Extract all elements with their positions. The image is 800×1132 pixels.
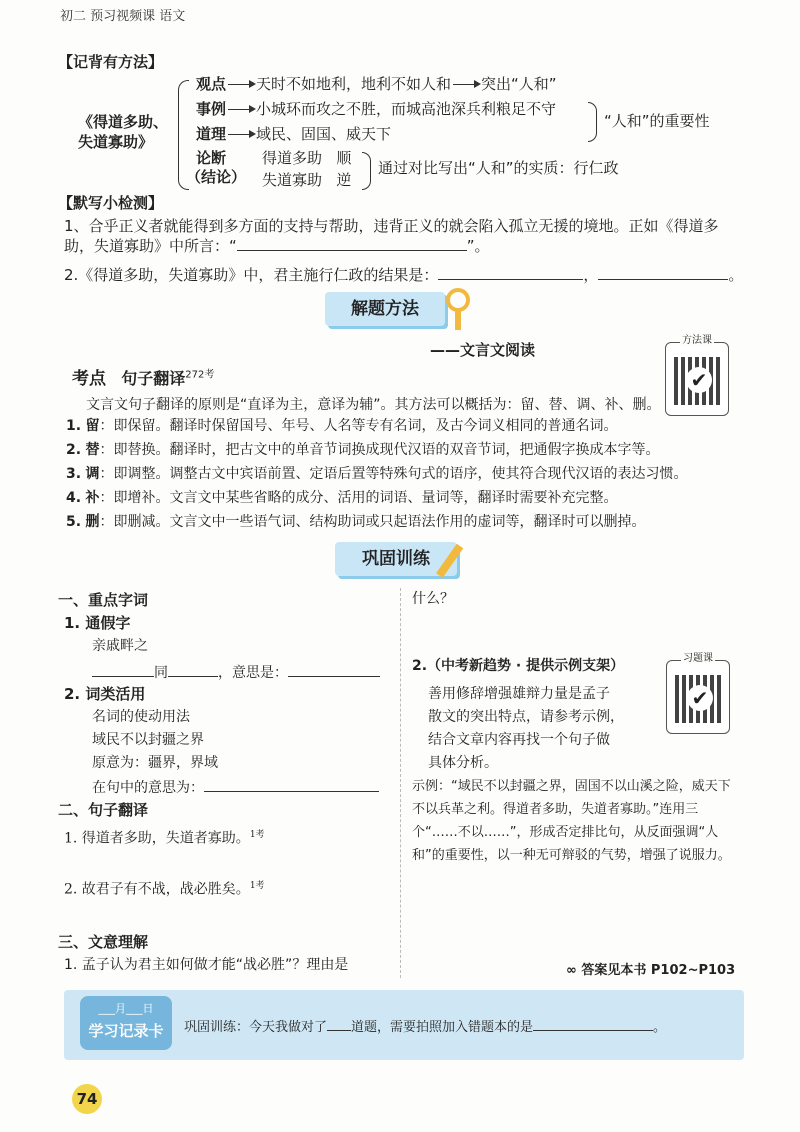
method-text: ：即替换。翻译时，把古文中的单音节词换成现代汉语的双音节词，把通假字换成本字等。 — [99, 442, 660, 458]
essence-text: 通过对比写出“人和”的实质：行仁政 — [378, 159, 619, 177]
dictation-q1-text: 1、合乎正义者就能得到多方面的支持与帮助，违背正义的就会陷入孤立无援的境地。正如《得道多助，失道寡助》中所言：“ — [64, 217, 719, 255]
record-text-3: 。 — [653, 1020, 667, 1035]
answer-blank[interactable] — [598, 265, 728, 280]
method-key: 删 — [85, 514, 100, 530]
method-banner — [325, 292, 445, 326]
c1a: 得道多助 — [262, 149, 323, 167]
method-num: 3. — [66, 466, 82, 482]
yisi-text: ，意思是： — [218, 665, 288, 681]
section-1-heading: 一、重点字词 — [58, 591, 149, 609]
cilei-d-text: 在句中的意思为： — [92, 780, 204, 796]
day: 日 — [142, 1002, 154, 1015]
c2b: 逆 — [336, 171, 352, 189]
example-label: 事例 — [196, 100, 227, 118]
q2-line: 结合文章内容再找一个句子做 — [428, 732, 610, 748]
kaodian-label: 考点 — [72, 369, 106, 389]
principle-text: 文言文句子翻译的原则是“直译为主，意译为辅”。其方法可以概括为：留、替、调、补、删。 — [86, 397, 661, 413]
answer-blank[interactable] — [92, 662, 154, 677]
cilei-b: 域民不以封疆之界 — [92, 732, 204, 748]
reason-row — [196, 124, 391, 144]
arrow-icon — [228, 109, 254, 110]
section-2-heading: 二、句子翻译 — [58, 801, 149, 819]
understanding-cont: 什么？ — [412, 591, 454, 607]
kaodian-sup: 272考 — [185, 369, 215, 381]
answer-ref — [566, 962, 735, 980]
cilei-a: 名词的使动用法 — [92, 709, 190, 725]
check-icon: ✔ — [687, 685, 713, 711]
conclusion-row-2 — [262, 170, 351, 190]
method-text: ：即增补。文言文中某些省略的成分、活用的词语、量词等，翻译时需要补充完整。 — [99, 490, 618, 506]
answer-blank[interactable] — [288, 662, 380, 677]
methods-list — [66, 417, 756, 537]
dictation-q2-text: 2.《得道多助，失道寡助》中，君主施行仁政的结果是： — [64, 266, 439, 284]
viewpoint-label: 观点 — [196, 75, 227, 93]
comma: ， — [583, 266, 599, 284]
method-subtitle: ——文言文阅读 — [430, 341, 536, 359]
method-num: 2. — [66, 442, 82, 458]
arrow-icon — [453, 84, 479, 85]
record-text-2: 道题，需要拍照加入错题本的是 — [351, 1020, 534, 1035]
answer-ref-text: 答案见本书 P102~P103 — [581, 963, 736, 978]
qr-label: 习题课 — [683, 653, 713, 664]
translate-q2-text: 2. 故君子有不战，战必胜矣。 — [64, 881, 250, 898]
record-text-1: 巩固训练：今天我做对了 — [184, 1020, 328, 1035]
page-header: 初二 预习视频课 语文 — [60, 9, 186, 24]
kaodian-topic: 句子翻译 — [121, 369, 186, 388]
answer-blank[interactable] — [327, 1016, 351, 1031]
conclusion-label: 论断 — [196, 149, 227, 167]
kaodian — [72, 364, 214, 389]
tong-text: 同 — [154, 665, 168, 681]
method-item — [66, 489, 756, 508]
period: 。 — [728, 266, 744, 284]
cilei-d — [92, 777, 379, 798]
reason-text: 域民、固国、威天下 — [256, 125, 392, 143]
method-key: 补 — [85, 490, 100, 506]
q2-heading: 2.（中考新趋势 · 提供示例支架） — [412, 658, 625, 674]
page-number: 74 — [72, 1084, 102, 1114]
memory-book-title: 《得道多助、失道寡助》 — [78, 113, 169, 151]
reason-label: 道理 — [196, 125, 227, 143]
tongjiazi-fill — [92, 662, 380, 683]
method-num: 5. — [66, 514, 82, 530]
viewpoint-text: 天时不如地利，地利不如人和 — [256, 75, 452, 93]
translate-q1-text: 1. 得道者多助，失道者寡助。 — [64, 830, 250, 847]
viewpoint-tail: 突出“人和” — [481, 75, 557, 93]
method-text: ：即删减。文言文中一些语气词、结构助词或只起语法作用的虚词等，翻译时可以删掉。 — [99, 514, 646, 530]
practice-banner-title: 巩固训练 — [362, 549, 430, 569]
method-item — [66, 513, 756, 532]
method-text: ：即调整。调整古文中宾语前置、定语后置等特殊句式的语序，使其符合现代汉语的表达习惯。 — [99, 466, 688, 482]
record-label: 学习记录卡 — [88, 1022, 164, 1040]
dictation-q1 — [64, 216, 724, 256]
method-key: 调 — [85, 466, 100, 482]
answer-blank[interactable] — [533, 1016, 653, 1031]
record-badge — [80, 996, 172, 1050]
link-icon: ∞ — [566, 963, 577, 978]
method-text: ：即保留。翻译时保留国号、年号、人名等专有名词，及古今词义相同的普通名词。 — [99, 418, 618, 434]
example-text: 小城环而攻之不胜，而城高池深兵利粮足不守 — [256, 100, 557, 118]
method-num: 1. — [66, 418, 82, 434]
conclusion-row-1 — [262, 148, 351, 168]
importance-text: “人和”的重要性 — [604, 112, 710, 130]
record-date: ___月___日 — [98, 1002, 154, 1015]
c2a: 失道寡助 — [262, 171, 323, 189]
example-row — [196, 99, 556, 119]
q2-line: 具体分析。 — [428, 755, 498, 771]
tongjiazi-heading: 1. 通假字 — [64, 614, 131, 632]
c1b: 顺 — [336, 149, 352, 167]
qr-code-2[interactable] — [666, 653, 730, 734]
section-3-heading: 三、文意理解 — [58, 933, 149, 951]
tongjiazi-example: 亲戚畔之 — [92, 638, 148, 654]
dictation-q2 — [64, 265, 743, 285]
translate-q2-sup: 1考 — [249, 881, 265, 891]
viewpoint-row — [196, 74, 557, 94]
conclusion-brace — [362, 152, 371, 190]
memory-heading: 【记背有方法】 — [58, 53, 164, 71]
month: 月 — [115, 1002, 126, 1015]
example-text: 示例：“域民不以封疆之界，固国不以山溪之险，威天下不以兵革之利。得道者多助，失道者寡助。”连用三个“……不以……”，形成否定排比句，从反面强调“人和”的重要性，以一种无可辩驳的气势，增强了说服力。 — [412, 779, 731, 863]
method-banner-title: 解题方法 — [351, 299, 419, 319]
record-text — [184, 1016, 666, 1037]
answer-blank[interactable] — [237, 236, 467, 251]
translate-q2 — [64, 877, 265, 900]
check-icon: ✔ — [686, 367, 712, 393]
method-key: 替 — [85, 442, 100, 458]
conclusion-label-2: （结论） — [186, 168, 247, 186]
translate-q1-sup: 1考 — [249, 830, 265, 840]
q2-line: 散文的突出特点，请参考示例， — [428, 709, 624, 725]
answer-blank[interactable] — [438, 265, 583, 280]
translate-q1 — [64, 826, 265, 849]
column-divider — [400, 588, 401, 978]
q2-body — [428, 683, 624, 775]
cilei-c: 原意为：疆界，界域 — [92, 755, 218, 771]
dictation-q1-end: ”。 — [466, 237, 490, 255]
arrow-icon — [228, 134, 254, 135]
right-brace — [588, 102, 597, 142]
method-num: 4. — [66, 490, 82, 506]
method-item — [66, 417, 756, 436]
method-item — [66, 465, 756, 484]
answer-blank[interactable] — [168, 662, 218, 677]
qr-label: 方法课 — [682, 335, 712, 346]
qr-code[interactable] — [665, 335, 729, 416]
cilei-heading: 2. 词类活用 — [64, 685, 146, 703]
method-item — [66, 441, 756, 460]
answer-blank[interactable] — [204, 777, 379, 792]
q2-line: 善用修辞增强雄辩力量是孟子 — [428, 686, 610, 702]
dictation-heading: 【默写小检测】 — [58, 194, 164, 212]
key-icon-shaft — [455, 308, 461, 330]
method-key: 留 — [85, 418, 100, 434]
understanding-q1: 1. 孟子认为君主如何做才能“战必胜”？理由是 — [64, 957, 349, 973]
arrow-icon — [228, 84, 254, 85]
